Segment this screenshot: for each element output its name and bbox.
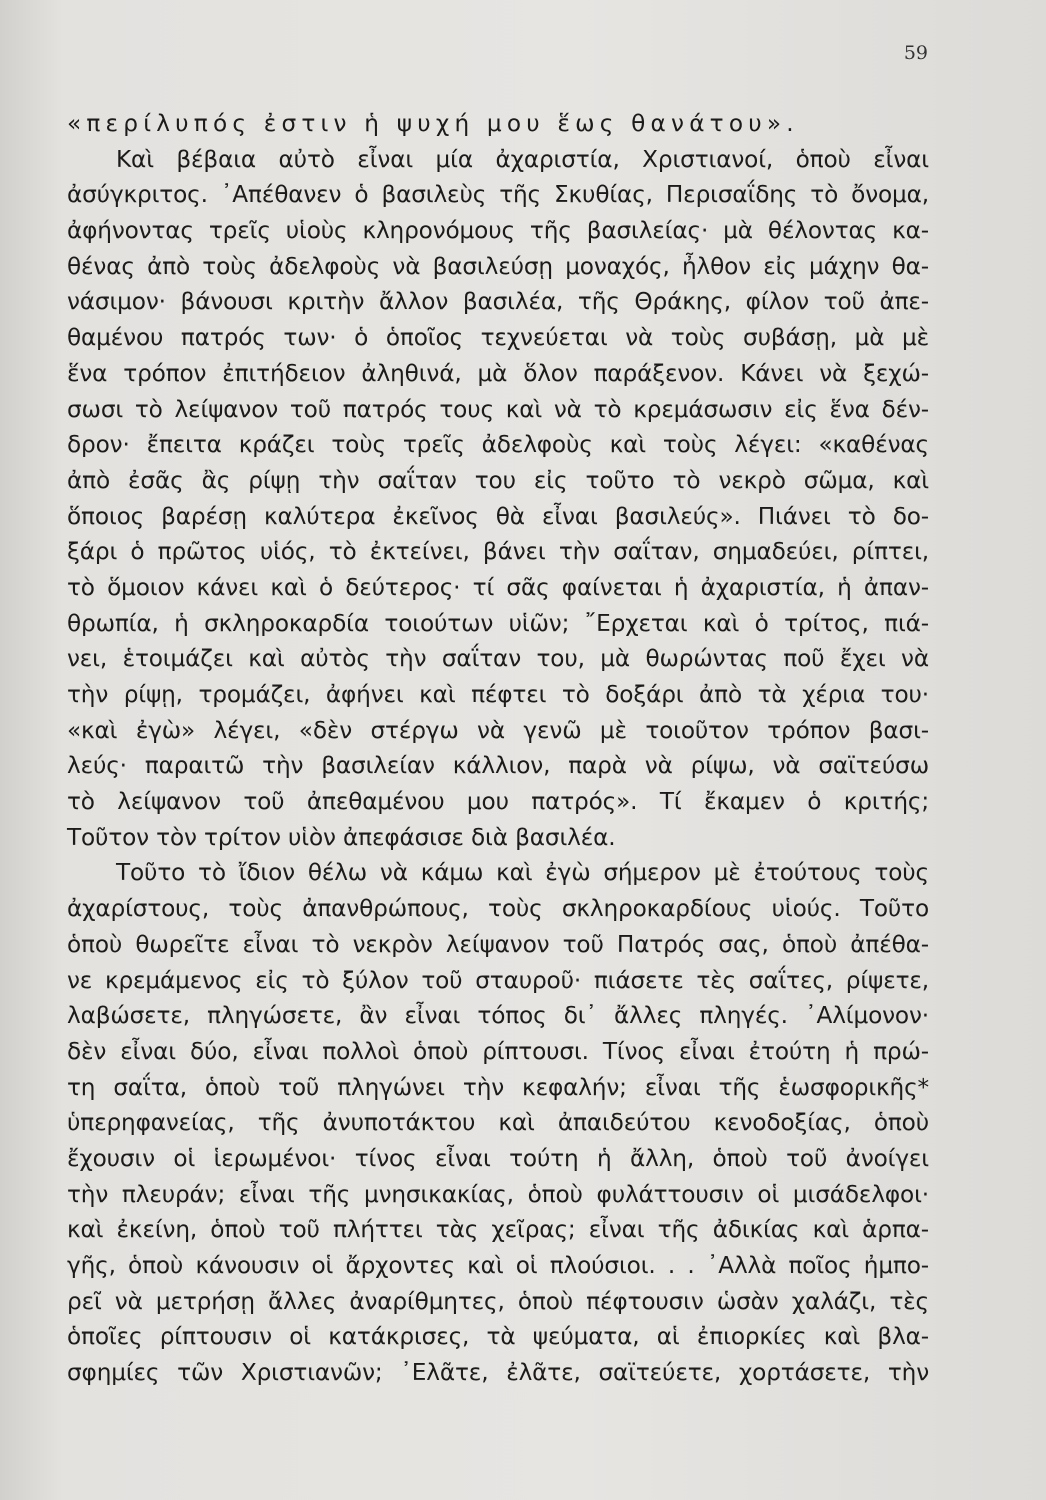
- page-number: 59: [903, 42, 928, 64]
- text-line: ἀφήνοντας τρεῖς υἱοὺς κληρονόμους τῆς βασιλείας· μὰ θέλοντας κα-: [67, 217, 929, 245]
- text-line: νει, ἑτοιμάζει καὶ αὐτὸς τὴν σαΐταν του, μὰ θωρώντας ποῦ ἔχει νὰ: [67, 645, 929, 673]
- text-line: ἀσύγκριτος. ᾿Απέθανεν ὁ βασιλεὺς τῆς Σκυθίας, Περισαΐδης τὸ ὄνομα,: [67, 181, 929, 209]
- text-line: λαβώσετε, πληγώσετε, ἂν εἶναι τόπος δι᾿ ἄλλες πληγές. ᾿Αλίμονον·: [67, 1002, 929, 1030]
- text-line: θένας ἀπὸ τοὺς ἀδελφοὺς νὰ βασιλεύσῃ μοναχός, ἦλθον εἰς μάχην θα-: [67, 252, 929, 280]
- text-line: ἀπὸ ἐσᾶς ἂς ρίψῃ τὴν σαΐταν του εἰς τοῦτο τὸ νεκρὸ σῶμα, καὶ: [67, 466, 929, 494]
- text-line: τὸ λείψανον τοῦ ἀπεθαμένου μου πατρός». Τί ἔκαμεν ὁ κριτής;: [67, 788, 929, 816]
- text-line: ξάρι ὁ πρῶτος υἱός, τὸ ἐκτείνει, βάνει τὴν σαΐταν, σημαδεύει, ρίπτει,: [67, 538, 929, 566]
- text-line: ὅποιος βαρέσῃ καλύτερα ἐκεῖνος θὰ εἶναι βασιλεύς». Πιάνει τὸ δο-: [67, 502, 929, 530]
- text-line: ὁποῖες ρίπτουσιν οἱ κατάκρισες, τὰ ψεύματα, αἱ ἐπιορκίες καὶ βλα-: [67, 1323, 929, 1351]
- text-line: Τοῦτον τὸν τρίτον υἱὸν ἀπεφάσισε διὰ βασιλέα.: [67, 823, 616, 851]
- text-line: τὴν ρίψῃ, τρομάζει, ἀφήνει καὶ πέφτει τὸ δοξάρι ἀπὸ τὰ χέρια του·: [67, 681, 929, 708]
- text-line: τη σαΐτα, ὁποὺ τοῦ πληγώνει τὴν κεφαλήν; εἶναι τῆς ἑωσφορικῆς*: [67, 1073, 929, 1101]
- text-line: σωσι τὸ λείψανον τοῦ πατρός τους καὶ νὰ τὸ κρεμάσωσιν εἰς ἕνα δέν-: [67, 395, 929, 423]
- text-line: σφημίες τῶν Χριστιανῶν; ᾿Ελᾶτε, ἐλᾶτε, σαϊτεύετε, χορτάσετε, τὴν: [67, 1359, 929, 1387]
- text-line: ἔχουσιν οἱ ἱερωμένοι· τίνος εἶναι τούτη ἡ ἄλλη, ὁποὺ τοῦ ἀνοίγει: [67, 1144, 929, 1172]
- text-line: ὑπερηφανείας, τῆς ἀνυποτάκτου καὶ ἀπαιδεύτου κενοδοξίας, ὁποὺ: [67, 1109, 929, 1137]
- text-line: τὸ ὅμοιον κάνει καὶ ὁ δεύτερος· τί σᾶς φαίνεται ἡ ἀχαριστία, ἡ ἀπαν-: [67, 573, 929, 601]
- text-line: νε κρεμάμενος εἰς τὸ ξύλον τοῦ σταυροῦ· πιάσετε τὲς σαΐτες, ρίψετε,: [67, 966, 929, 994]
- text-line: ρεῖ νὰ μετρήσῃ ἄλλες ἀναρίθμητες, ὁποὺ πέφτουσιν ὡσὰν χαλάζι, τὲς: [67, 1287, 929, 1315]
- text-line: ἀχαρίστους, τοὺς ἀπανθρώπους, τοὺς σκληροκαρδίους υἱούς. Τοῦτο: [67, 895, 929, 923]
- text-line: δὲν εἶναι δύο, εἶναι πολλοὶ ὁποὺ ρίπτουσι. Τίνος εἶναι ἐτούτη ἡ πρώ-: [67, 1037, 929, 1065]
- text-line: γῆς, ὁποὺ κάνουσιν οἱ ἄρχοντες καὶ οἱ πλούσιοι. . . ᾿Αλλὰ ποῖος ἠμπο-: [67, 1252, 929, 1279]
- text-line: ἕνα τρόπον ἐπιτήδειον ἀληθινά, μὰ ὅλον παράξενον. Κάνει νὰ ξεχώ-: [67, 359, 929, 387]
- text-line: δρον· ἔπειτα κράζει τοὺς τρεῖς ἀδελφοὺς καὶ τοὺς λέγει: «καθένας: [67, 431, 929, 459]
- text-line: νάσιμον· βάνουσι κριτὴν ἄλλον βασιλέα, τῆς Θράκης, φίλον τοῦ ἀπε-: [67, 288, 929, 316]
- text-line: Καὶ βέβαια αὐτὸ εἶναι μία ἀχαριστία, Χριστιανοί, ὁποὺ εἶναι: [116, 145, 929, 173]
- body-text: [67, 106, 929, 1391]
- text-line: τὴν πλευράν; εἶναι τῆς μνησικακίας, ὁποὺ φυλάττουσιν οἱ μισάδελφοι·: [67, 1180, 929, 1208]
- text-line: Τοῦτο τὸ ἴδιον θέλω νὰ κάμω καὶ ἐγὼ σήμερον μὲ ἐτούτους τοὺς: [116, 859, 929, 887]
- text-line: λεύς· παραιτῶ τὴν βασιλείαν κάλλιον, παρὰ νὰ ρίψω, νὰ σαϊτεύσω: [67, 752, 929, 780]
- text-line: «περίλυπός ἐστιν ἡ ψυχή μου ἕως θανάτου».: [67, 110, 799, 137]
- text-line: θρωπία, ἡ σκληροκαρδία τοιούτων υἱῶν; ῎Ερχεται καὶ ὁ τρίτος, πιά-: [67, 609, 929, 637]
- text-line: καὶ ἐκείνη, ὁποὺ τοῦ πλήττει τὰς χεῖρας; εἶναι τῆς ἀδικίας καὶ ἁρπα-: [67, 1216, 929, 1244]
- text-line: θαμένου πατρός των· ὁ ὁποῖος τεχνεύεται νὰ τοὺς συβάσῃ, μὰ μὲ: [67, 324, 929, 352]
- text-line: ὁποὺ θωρεῖτε εἶναι τὸ νεκρὸν λείψανον τοῦ Πατρός σας, ὁποὺ ἀπέθα-: [67, 930, 929, 958]
- text-line: «καὶ ἐγὼ» λέγει, «δὲν στέργω νὰ γενῶ μὲ τοιοῦτον τρόπον βασι-: [67, 716, 929, 744]
